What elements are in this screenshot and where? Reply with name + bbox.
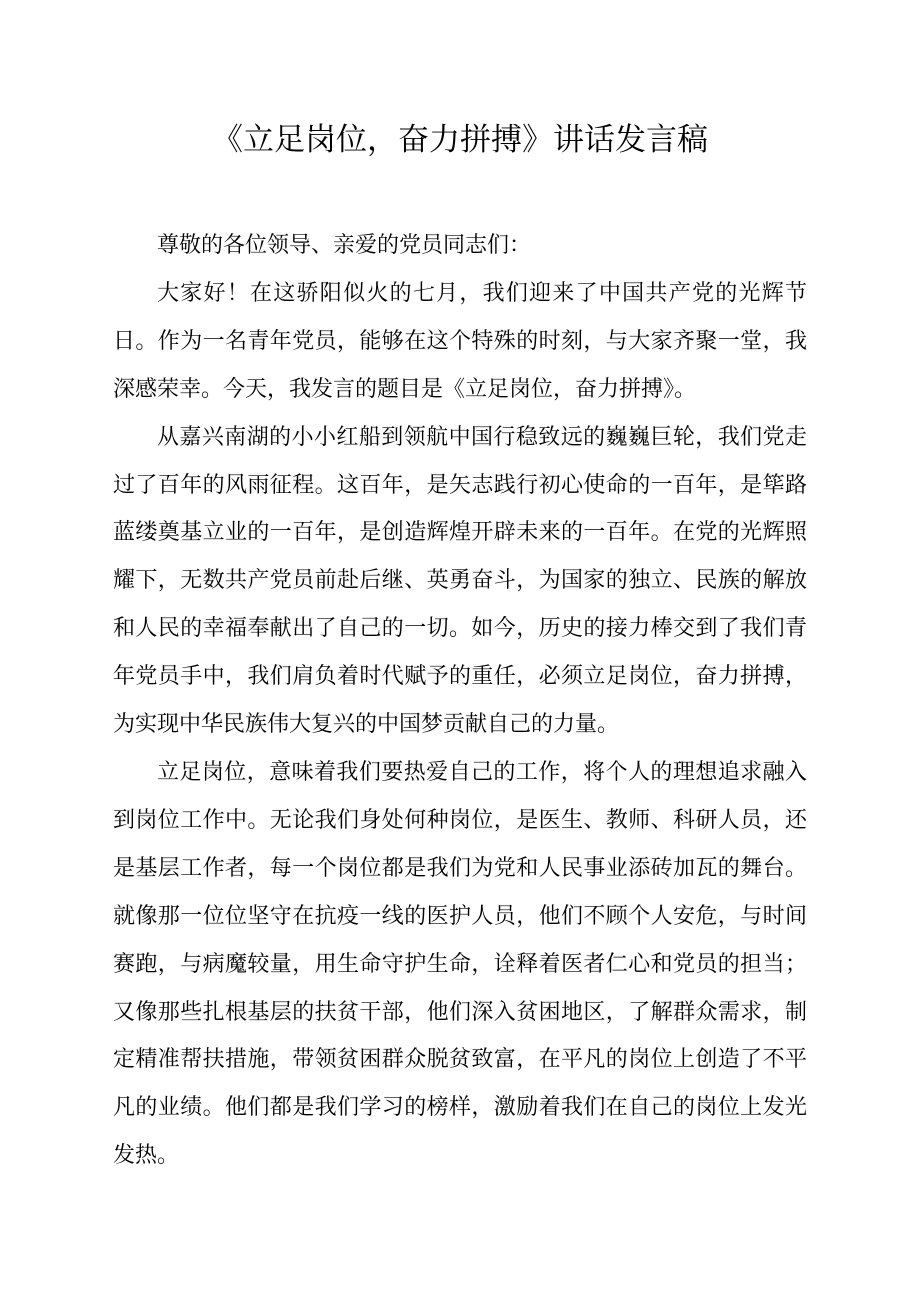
paragraph-history: 从嘉兴南湖的小小红船到领航中国行稳致远的巍巍巨轮，我们党走过了百年的风雨征程。这百年，是矢志践行初心使命的一百年，是筚路蓝缕奠基立业的一百年，是创造辉煌开辟未来的一百年。在党的光辉照耀下，无数共产党员前赴后继、英勇奋斗，为国家的独立、民族的解放和人民的幸福奉献出了自己的一切。如今，历史的接力棒交到了我们青年党员手中，我们肩负着时代赋予的重任，必须立足岗位，奋力拼搏，为实现中华民族伟大复兴的中国梦贡献自己的力量。 [113, 424, 807, 738]
page-title: 《立足岗位，奋力拼搏》讲话发言稿 [212, 122, 708, 158]
paragraph-greeting: 大家好！在这骄阳似火的七月，我们迎来了中国共产党的光辉节日。作为一名青年党员，能够在这个特殊的时刻，与大家齐聚一堂，我深感荣幸。今天，我发言的题目是《立足岗位，奋力拼搏》。 [113, 280, 807, 402]
document-body [113, 222, 807, 1180]
paragraph-salutation: 尊敬的各位领导、亲爱的党员同志们： [157, 233, 532, 258]
paragraph-post: 立足岗位，意味着我们要热爱自己的工作，将个人的理想追求融入到岗位工作中。无论我们身处何种岗位，是医生、教师、科研人员，还是基层工作者，每一个岗位都是我们为党和人民事业添砖加瓦的舞台。就像那一位位坚守在抗疫一线的医护人员，他们不顾个人安危，与时间赛跑，与病魔较量，用生命守护生命，诠释着医者仁心和党员的担当；又像那些扎根基层的扶贫干部，他们深入贫困地区，了解群众需求，制定精准帮扶措施，带领贫困群众脱贫致富，在平凡的岗位上创造了不平凡的业绩。他们都是我们学习的榜样，激励着我们在自己的岗位上发光发热。 [113, 759, 807, 1169]
